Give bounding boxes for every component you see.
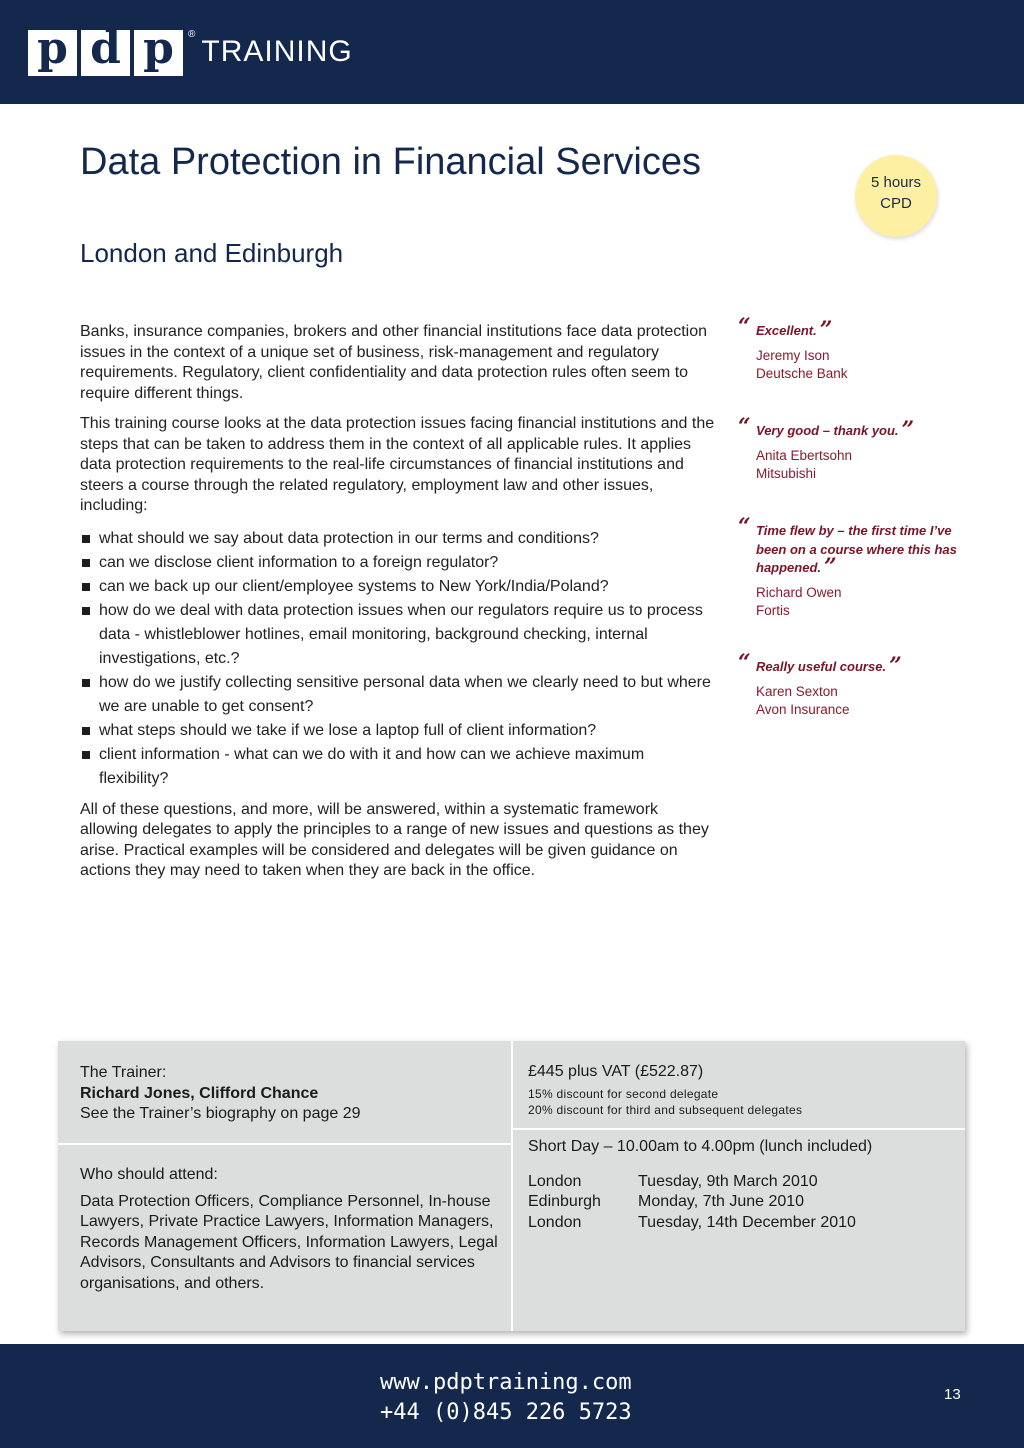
list-item-text: client information - what can we do with it and how can we achieve maximum flexibility? (99, 745, 645, 787)
testimonial-quote (738, 414, 978, 443)
discount-second: 15% discount for second delegate (528, 1086, 719, 1101)
quote-text: Time flew by – the first time I’ve been on a course where this has happened. (756, 523, 957, 575)
open-quote-icon: “ (738, 650, 751, 676)
testimonial-org: Deutsche Bank (756, 366, 848, 381)
date-value: Tuesday, 9th March 2010 (638, 1172, 818, 1190)
list-item-text: what steps should we take if we lose a laptop full of client information? (99, 721, 597, 739)
audience-section (80, 1165, 500, 1294)
header-bar (0, 0, 1024, 104)
cpd-hours: 5 hours (870, 174, 922, 191)
logo-wordmark: TRAINING (201, 35, 353, 68)
list-item-text: what should we say about data protection in our terms and conditions? (99, 529, 599, 547)
list-item (80, 743, 715, 791)
date-city: London (528, 1213, 582, 1231)
close-quote-icon: ” (824, 554, 837, 580)
testimonial-org: Mitsubishi (756, 466, 817, 481)
list-item-text: how do we deal with data protection issues when our regulators require us to process data - whistleblower hotlines, email monitoring, background checking, internal investigations, etc.? (99, 601, 703, 667)
close-quote-icon: ” (819, 317, 833, 343)
logo-letter-d: d (81, 30, 130, 76)
day-info: Short Day – 10.00am to 4.00pm (lunch included) (528, 1138, 873, 1155)
quote-text: Excellent. (756, 323, 817, 338)
cpd-badge (855, 155, 937, 237)
date-row (528, 1213, 948, 1234)
trainer-label: The Trainer: (80, 1064, 167, 1081)
open-quote-icon: “ (738, 514, 751, 540)
page-number: 13 (944, 1386, 961, 1403)
audience-label: Who should attend: (80, 1166, 218, 1183)
website-link[interactable]: www.pdptraining.com (380, 1370, 632, 1395)
square-bullet-icon (82, 607, 90, 615)
testimonial-name: Anita Ebertsohn (756, 447, 853, 463)
date-row (528, 1192, 948, 1213)
question-list (80, 527, 715, 791)
course-info-box (58, 1041, 965, 1331)
price-text: £445 plus VAT (£522.87) (528, 1063, 704, 1080)
page-subtitle: London and Edinburgh (80, 238, 344, 268)
close-quote-icon: ” (901, 417, 915, 443)
testimonial (738, 514, 978, 621)
list-item (80, 527, 715, 551)
quote-text: Really useful course. (756, 659, 887, 674)
square-bullet-icon (82, 583, 90, 591)
list-item (80, 599, 715, 671)
list-item-text: how do we justify collecting sensitive personal data when we clearly need to but where we are unable to get consent? (99, 673, 711, 715)
testimonial-quote (738, 650, 978, 679)
course-description (80, 322, 715, 892)
square-bullet-icon (82, 535, 90, 543)
course-paragraph: This training course looks at the data protection issues facing financial institutions and the steps that can be taken to address them in the context of all applicable rules. It applies data protection requirements to the real-life circumstances of financial institutions and steers a course through the related regulatory, employment law and other issues, including: (80, 415, 715, 514)
pdp-training-logo[interactable] (28, 30, 353, 76)
list-item (80, 671, 715, 719)
testimonial-quote (738, 314, 978, 343)
date-list (528, 1172, 948, 1234)
divider (511, 1041, 513, 1331)
testimonial-quote (738, 514, 978, 580)
divider (513, 1128, 965, 1130)
square-bullet-icon (82, 559, 90, 567)
date-city: Edinburgh (528, 1193, 601, 1210)
date-value: Monday, 7th June 2010 (638, 1193, 805, 1210)
testimonial (738, 414, 978, 484)
phone-number[interactable]: +44 (0)845 226 5723 (380, 1400, 632, 1425)
trainer-name: Richard Jones, Clifford Chance (80, 1084, 319, 1102)
testimonial (738, 314, 978, 384)
list-item-text: can we back up our client/employee systems to New York/India/Poland? (99, 577, 609, 595)
open-quote-icon: “ (738, 314, 751, 340)
quote-text: Very good – thank you. (756, 423, 899, 438)
date-city: London (528, 1172, 582, 1190)
price-section (528, 1062, 948, 1118)
trainer-section (80, 1063, 500, 1125)
testimonial (738, 650, 978, 720)
date-value: Tuesday, 14th December 2010 (638, 1213, 856, 1231)
list-item (80, 575, 715, 599)
schedule-section (528, 1137, 948, 1233)
testimonial-org: Fortis (756, 603, 790, 618)
registered-mark: ® (188, 29, 196, 40)
logo-letter-p1: p (28, 30, 77, 76)
intro-paragraph: Banks, insurance companies, brokers and other financial institutions face data protection issues in the context of a unique set of business, risk-management and regulatory requirements. Regulatory, client confidentiality and data protection rules often seem to require different things. (80, 323, 708, 402)
page-title: Data Protection in Financial Services (80, 141, 701, 183)
testimonial-name: Richard Owen (756, 584, 842, 600)
cpd-label: CPD (880, 195, 912, 212)
discount-third: 20% discount for third and subsequent delegates (528, 1102, 803, 1117)
testimonial-name: Karen Sexton (756, 683, 838, 699)
open-quote-icon: “ (738, 414, 751, 440)
square-bullet-icon (82, 751, 90, 759)
footer-bar (0, 1344, 1024, 1448)
logo-letter-p2: p (134, 30, 183, 76)
divider (58, 1143, 511, 1145)
square-bullet-icon (82, 727, 90, 735)
footer-contact (380, 1368, 632, 1428)
testimonial-org: Avon Insurance (756, 702, 850, 717)
close-quote-icon: ” (889, 653, 902, 679)
list-item (80, 719, 715, 743)
list-item (80, 551, 715, 575)
square-bullet-icon (82, 679, 90, 687)
trainer-bio-link: See the Trainer’s biography on page 29 (80, 1105, 361, 1122)
audience-list: Data Protection Officers, Compliance Personnel, In-house Lawyers, Private Practice Lawyers, Information Managers, Records Management Officers, Information Lawyers, Legal Advisors, Consultants and Advisors to financial services organisations, and others. (80, 1192, 498, 1292)
list-item-text: can we disclose client information to a foreign regulator? (99, 553, 499, 571)
date-row (528, 1172, 948, 1193)
closing-paragraph: All of these questions, and more, will be answered, within a systematic framework allowing delegates to apply the principles to a range of new issues and questions as they arise. Practical examples will be considered and delegates will be given guidance on actions they may need to taken when they are back in the office. (80, 800, 709, 879)
testimonial-name: Jeremy Ison (756, 347, 830, 363)
